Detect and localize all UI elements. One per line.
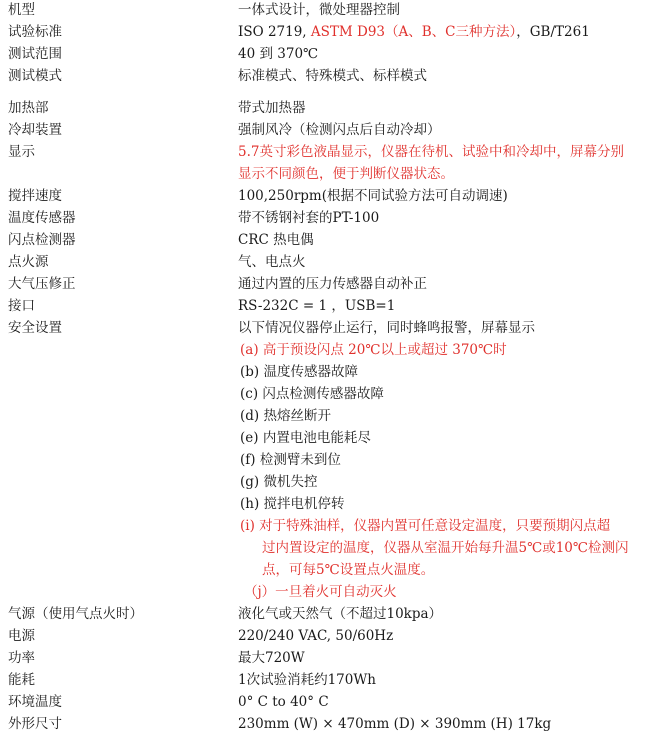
- standard-iso: ISO 2719,: [238, 24, 311, 40]
- spec-label: 测试模式: [8, 68, 62, 84]
- spec-label: 点火源: [8, 254, 49, 270]
- spec-value: 显示不同颜色，便于判断仪器状态。: [238, 166, 454, 182]
- spec-value: 强制风冷（检测闪点后自动冷却）: [238, 122, 441, 138]
- spec-value: 气、电点火: [238, 254, 306, 270]
- safety-item-a: (a) 高于预设闪点 20℃以上或超过 370℃时: [240, 342, 507, 358]
- spec-label: 安全设置: [8, 320, 62, 336]
- spec-value: 一体式设计，微处理器控制: [238, 2, 400, 18]
- spec-label: 机型: [8, 2, 35, 18]
- spec-value: 带不锈钢衬套的PT-100: [238, 210, 380, 226]
- safety-item-i-cont: 过内置设定的温度，仪器从室温开始每升温5℃或10℃检测闪: [262, 540, 629, 556]
- safety-item-i-cont: 点，可每5℃设置点火温度。: [262, 562, 435, 578]
- spec-label: 功率: [8, 650, 35, 666]
- spec-value: 通过内置的压力传感器自动补正: [238, 276, 427, 292]
- spec-value: 最大720W: [238, 650, 305, 666]
- safety-item-b: (b) 温度传感器故障: [240, 364, 358, 380]
- safety-item-f: (f) 检测臂未到位: [240, 452, 341, 468]
- safety-item-d: (d) 热熔丝断开: [240, 408, 331, 424]
- spec-label: 接口: [8, 298, 35, 314]
- spec-label: 显示: [8, 144, 35, 160]
- spec-label: 电源: [8, 628, 35, 644]
- spec-label: 外形尺寸: [8, 716, 62, 732]
- safety-item-j: （j）一旦着火可自动灭火: [244, 584, 397, 600]
- spec-label: 搅拌速度: [8, 188, 62, 204]
- safety-item-g: (g) 微机失控: [240, 474, 318, 490]
- spec-label: 能耗: [8, 672, 35, 688]
- standard-astm: ASTM D93（A、B、C三种方法）: [310, 24, 517, 40]
- spec-value: 40 到 370℃: [238, 46, 319, 62]
- spec-label: 闪点检测器: [8, 232, 76, 248]
- safety-item-e: (e) 内置电池电能耗尽: [240, 430, 371, 446]
- standard-gb: ，GB/T261: [516, 24, 590, 40]
- spec-value: 液化气或天然气（不超过10kpa）: [238, 606, 443, 622]
- spec-value: 1次试验消耗约170Wh: [238, 672, 376, 688]
- spec-value: [238, 21, 590, 43]
- spec-value: 5.7英寸彩色液晶显示，仪器在待机、试验中和冷却中，屏幕分别: [238, 144, 624, 160]
- safety-item-c: (c) 闪点检测传感器故障: [240, 386, 384, 402]
- spec-value: 带式加热器: [238, 100, 306, 116]
- spec-value: 220/240 VAC, 50/60Hz: [238, 628, 394, 644]
- spec-label: 大气压修正: [8, 276, 76, 292]
- spec-value: 以下情况仪器停止运行，同时蜂鸣报警，屏幕显示: [238, 320, 535, 336]
- spec-label: 气源（使用气点火时）: [8, 606, 143, 622]
- spec-value: 标准模式、特殊模式、标样模式: [238, 68, 427, 84]
- spec-label: 环境温度: [8, 694, 62, 710]
- safety-item-i: (i) 对于特殊油样，仪器内置可任意设定温度，只要预期闪点超: [240, 518, 611, 534]
- spec-label: 冷却装置: [8, 122, 62, 138]
- spec-label: 温度传感器: [8, 210, 76, 226]
- spec-label: 加热部: [8, 100, 49, 116]
- spec-label: 试验标准: [8, 24, 62, 40]
- spec-value: RS-232C = 1 ，USB=1: [238, 298, 396, 314]
- spec-label: 测试范围: [8, 46, 62, 62]
- spec-value: 100,250rpm(根据不同试验方法可自动调速): [238, 188, 508, 204]
- spec-value: CRC 热电偶: [238, 232, 314, 248]
- spec-value: 0° C to 40° C: [238, 694, 329, 710]
- spec-value: 230mm (W) × 470mm (D) × 390mm (H) 17kg: [238, 716, 552, 732]
- safety-item-h: (h) 搅拌电机停转: [240, 496, 345, 512]
